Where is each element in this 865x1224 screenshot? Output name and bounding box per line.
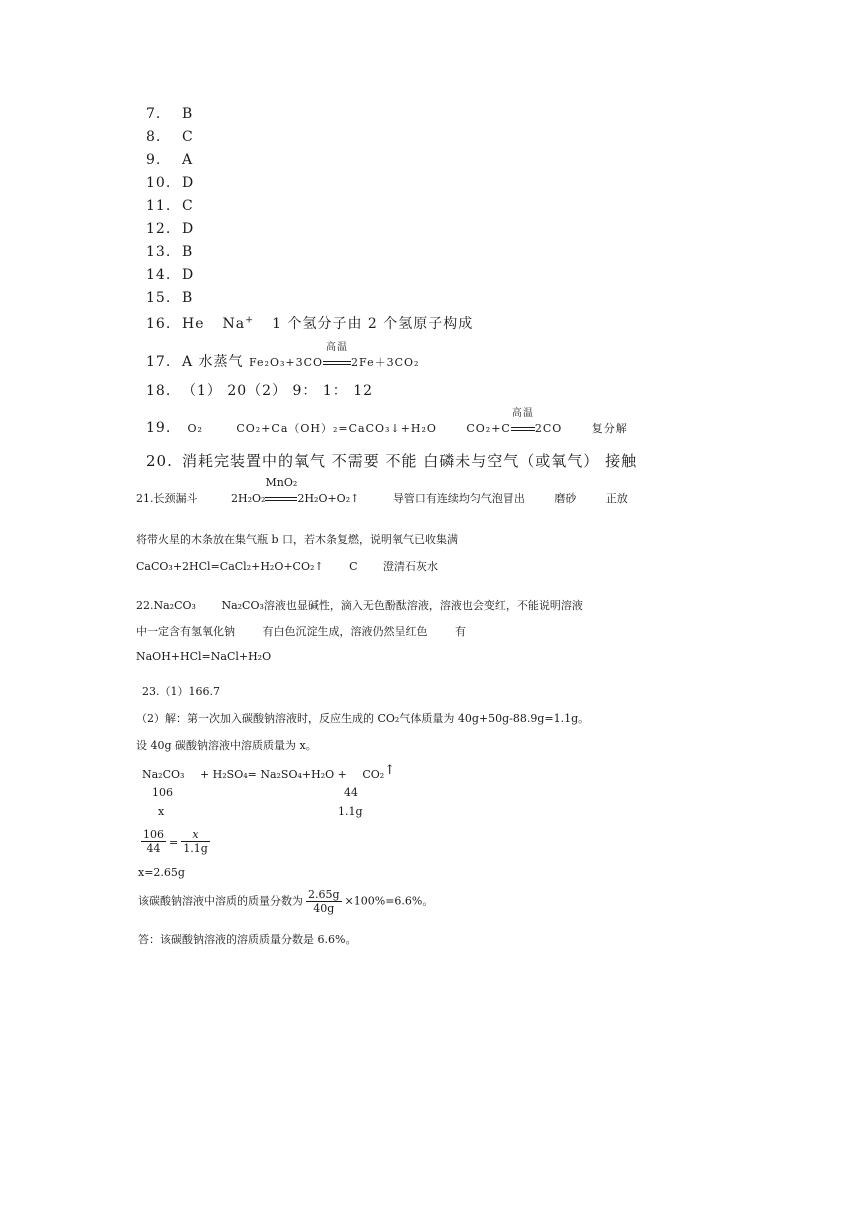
answer-row: 11. C bbox=[146, 198, 194, 214]
reaction-condition: MnO₂ bbox=[265, 492, 297, 505]
equation: 2H₂O₂ MnO₂ 2H₂O+O₂↑ bbox=[231, 476, 360, 505]
answer-17: 17. A 水蒸气 Fe₂O₃+3CO 高温 2Fe＋3CO₂ bbox=[146, 342, 420, 370]
answer-row: 9. A bbox=[146, 152, 194, 168]
answer-23-part-1: 23.（1）166.7 bbox=[142, 685, 220, 698]
equation: CO₂+C 高温 2CO bbox=[466, 408, 563, 435]
answer-19: 19. O₂ CO₂+Ca（OH）₂=CaCO₃↓+H₂O CO₂+C 高温 2CO 复分解 bbox=[146, 408, 628, 436]
answer-row: 13. B bbox=[146, 244, 194, 260]
concentration-calc: 该碳酸钠溶液中溶质的质量分数为 $\frac{2.65g}{40g}$ ×100%=6.6%。 bbox=[138, 888, 434, 915]
co2-mass: 1.1g bbox=[338, 805, 363, 818]
answer-row: 15. B bbox=[146, 290, 194, 306]
molar-mass-co2: 44 bbox=[344, 786, 358, 799]
answer-20: 20. 消耗完装置中的氧气 不需要 不能 白磷未与空气（或氧气） 接触 bbox=[146, 452, 638, 470]
fraction: $\frac{2.65g}{40g}$ bbox=[308, 888, 340, 915]
answer-23-assumption: 设 40g 碳酸钠溶液中溶质质量为 x。 bbox=[136, 739, 317, 752]
answer-21-line-2: 将带火星的木条放在集气瓶 b 口，若木条复燃，说明氧气已收集满 bbox=[136, 533, 459, 546]
proportion-equation: $\frac{106}{44}$ = $\frac{x}{1.1g}$ bbox=[143, 828, 208, 855]
final-answer: 答：该碳酸钠溶液的溶质质量分数是 6.6%。 bbox=[138, 933, 357, 946]
reaction-condition: 高温 bbox=[323, 356, 351, 369]
equation: Fe₂O₃+3CO 高温 2Fe＋3CO₂ bbox=[249, 342, 420, 369]
answer-21-line-3: CaCO₃+2HCl=CaCl₂+H₂O+CO₂↑ C 澄清石灰水 bbox=[136, 560, 439, 573]
unknown-x: x bbox=[158, 805, 165, 818]
answer-row: 10. D bbox=[146, 175, 195, 191]
answer-row: 7. B bbox=[146, 106, 194, 122]
result-x: x=2.65g bbox=[138, 866, 185, 879]
fraction: $\frac{106}{44}$ bbox=[143, 828, 164, 855]
answer-22-line-2: 中一定含有氢氧化钠 有白色沉淀生成，溶液仍然呈红色 有 bbox=[136, 625, 466, 638]
answer-23-part-2: （2）解：第一次加入碳酸钠溶液时，反应生成的 CO₂气体质量为 40g+50g-88.9g=1.1g。 bbox=[136, 712, 590, 725]
reaction-equation: Na₂CO₃ + H₂SO₄= Na₂SO₄+H₂O + CO₂↑ bbox=[142, 763, 396, 781]
molar-mass-na2co3: 106 bbox=[152, 786, 173, 799]
answer-22: 22.Na₂CO₃ Na₂CO₃溶液也显碱性，滴入无色酚酞溶液，溶液也会变红，不能说明溶液 bbox=[136, 599, 583, 612]
answer-22-line-3: NaOH+HCl=NaCl+H₂O bbox=[136, 650, 272, 663]
answer-row: 12. D bbox=[146, 221, 195, 237]
fraction: $\frac{x}{1.1g}$ bbox=[183, 828, 208, 855]
answer-row: 8. C bbox=[146, 129, 194, 145]
answer-18: 18. （1） 20（2） 9： 1： 12 bbox=[146, 383, 374, 399]
answer-row: 14. D bbox=[146, 267, 195, 283]
answer-16: 16. He Na+ 1 个氢分子由 2 个氢原子构成 bbox=[146, 314, 474, 332]
answer-21: 21.长颈漏斗 2H₂O₂ MnO₂ 2H₂O+O₂↑ 导管口有连续均匀气泡冒出 磨砂 正放 bbox=[136, 476, 628, 505]
reaction-condition: 高温 bbox=[511, 422, 535, 435]
